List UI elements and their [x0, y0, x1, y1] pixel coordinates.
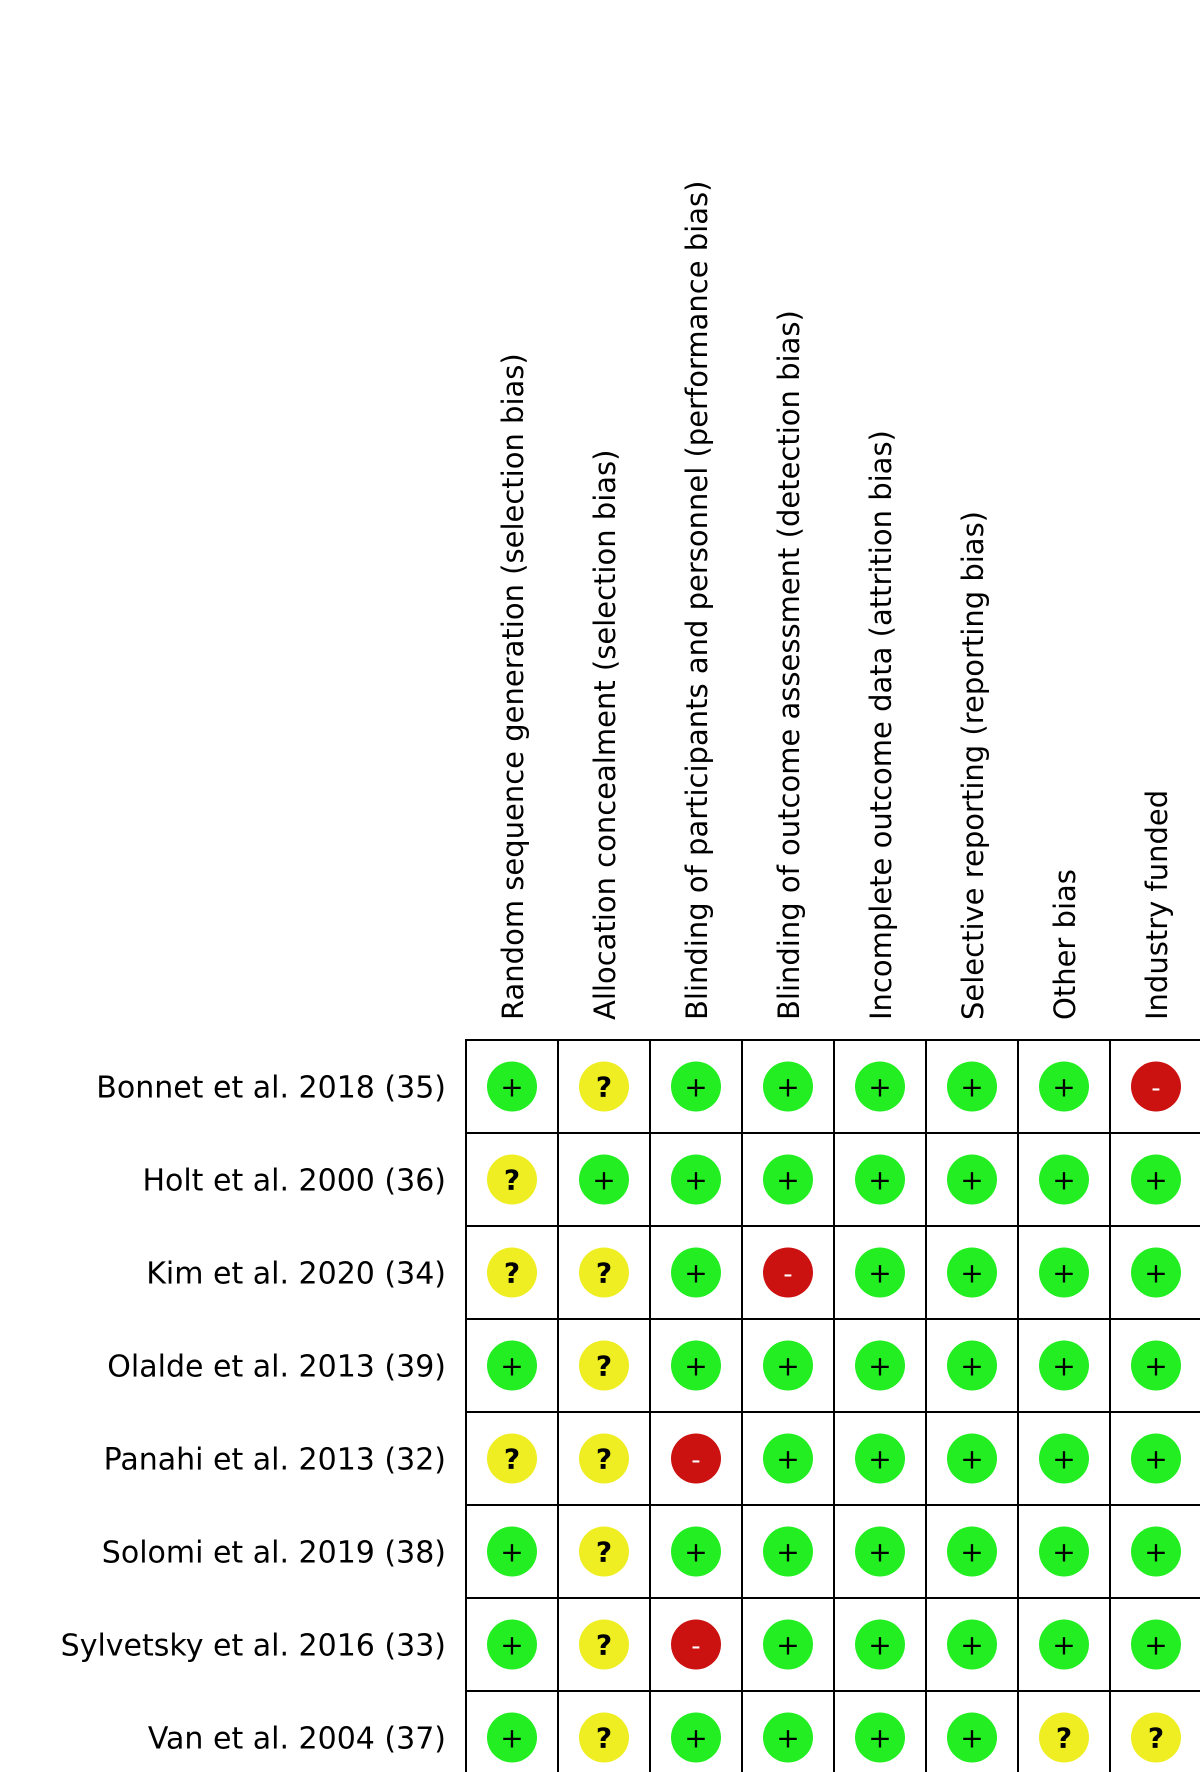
- low-risk-mark: [763, 1713, 813, 1763]
- svg-text:-: -: [691, 1631, 701, 1662]
- low-risk-mark: [947, 1155, 997, 1205]
- row-labels: [61, 1071, 446, 1757]
- svg-text:+: +: [960, 1070, 984, 1104]
- high-risk-mark: [763, 1248, 813, 1298]
- svg-text:+: +: [776, 1163, 800, 1197]
- svg-text:+: +: [868, 1535, 892, 1569]
- svg-text:+: +: [960, 1628, 984, 1662]
- row-label: Kim et al. 2020 (34): [146, 1256, 446, 1292]
- low-risk-mark: [671, 1062, 721, 1112]
- low-risk-mark: [855, 1620, 905, 1670]
- svg-text:+: +: [500, 1349, 524, 1383]
- low-risk-mark: [487, 1620, 537, 1670]
- svg-text:+: +: [1052, 1163, 1076, 1197]
- row-label: Solomi et al. 2019 (38): [101, 1535, 446, 1571]
- svg-text:+: +: [868, 1721, 892, 1755]
- svg-text:+: +: [500, 1070, 524, 1104]
- svg-text:+: +: [776, 1070, 800, 1104]
- low-risk-mark: [1131, 1527, 1181, 1577]
- low-risk-mark: [763, 1620, 813, 1670]
- svg-text:+: +: [1144, 1628, 1168, 1662]
- svg-text:+: +: [960, 1349, 984, 1383]
- svg-text:+: +: [684, 1256, 708, 1290]
- unclear-risk-mark: [579, 1341, 629, 1391]
- low-risk-mark: [855, 1248, 905, 1298]
- low-risk-mark: [671, 1713, 721, 1763]
- low-risk-mark: [855, 1434, 905, 1484]
- svg-text:+: +: [868, 1163, 892, 1197]
- column-header: Incomplete outcome data (attrition bias): [864, 430, 898, 1020]
- column-header: Selective reporting (reporting bias): [956, 511, 990, 1020]
- high-risk-mark: [1131, 1062, 1181, 1112]
- low-risk-mark: [671, 1527, 721, 1577]
- svg-text:+: +: [960, 1721, 984, 1755]
- svg-text:+: +: [500, 1535, 524, 1569]
- svg-text:-: -: [1151, 1073, 1161, 1104]
- column-header: Random sequence generation (selection bias): [496, 353, 530, 1020]
- svg-text:+: +: [1052, 1349, 1076, 1383]
- svg-text:+: +: [776, 1349, 800, 1383]
- rating-grid: [466, 1040, 1200, 1772]
- low-risk-mark: [487, 1062, 537, 1112]
- low-risk-mark: [947, 1341, 997, 1391]
- low-risk-mark: [1131, 1434, 1181, 1484]
- svg-text:?: ?: [1147, 1721, 1165, 1755]
- low-risk-mark: [487, 1341, 537, 1391]
- column-header: Blinding of participants and personnel (performance bias): [680, 180, 714, 1020]
- svg-text:+: +: [960, 1535, 984, 1569]
- svg-text:?: ?: [595, 1535, 613, 1569]
- svg-text:+: +: [776, 1535, 800, 1569]
- svg-text:+: +: [1144, 1256, 1168, 1290]
- svg-text:+: +: [1052, 1535, 1076, 1569]
- unclear-risk-mark: [1039, 1713, 1089, 1763]
- svg-text:+: +: [776, 1442, 800, 1476]
- svg-text:+: +: [776, 1721, 800, 1755]
- svg-text:+: +: [684, 1349, 708, 1383]
- unclear-risk-mark: [1131, 1713, 1181, 1763]
- low-risk-mark: [855, 1341, 905, 1391]
- svg-text:+: +: [592, 1163, 616, 1197]
- low-risk-mark: [947, 1248, 997, 1298]
- svg-text:+: +: [684, 1721, 708, 1755]
- row-label: Panahi et al. 2013 (32): [103, 1442, 446, 1478]
- low-risk-mark: [855, 1155, 905, 1205]
- unclear-risk-mark: [579, 1620, 629, 1670]
- svg-text:+: +: [868, 1256, 892, 1290]
- low-risk-mark: [1039, 1434, 1089, 1484]
- svg-text:?: ?: [595, 1721, 613, 1755]
- low-risk-mark: [763, 1434, 813, 1484]
- svg-text:+: +: [684, 1163, 708, 1197]
- svg-text:+: +: [960, 1163, 984, 1197]
- low-risk-mark: [487, 1527, 537, 1577]
- svg-text:?: ?: [595, 1628, 613, 1662]
- low-risk-mark: [487, 1713, 537, 1763]
- low-risk-mark: [1039, 1155, 1089, 1205]
- row-label: Bonnet et al. 2018 (35): [96, 1070, 446, 1106]
- svg-text:+: +: [1144, 1535, 1168, 1569]
- low-risk-mark: [1039, 1248, 1089, 1298]
- low-risk-mark: [947, 1620, 997, 1670]
- low-risk-mark: [947, 1713, 997, 1763]
- svg-text:?: ?: [503, 1442, 521, 1476]
- svg-text:+: +: [868, 1442, 892, 1476]
- svg-text:?: ?: [595, 1256, 613, 1290]
- low-risk-mark: [763, 1062, 813, 1112]
- svg-text:?: ?: [595, 1070, 613, 1104]
- svg-text:+: +: [960, 1256, 984, 1290]
- row-label: Sylvetsky et al. 2016 (33): [60, 1628, 446, 1664]
- svg-text:?: ?: [595, 1442, 613, 1476]
- low-risk-mark: [1039, 1341, 1089, 1391]
- row-label: Olalde et al. 2013 (39): [107, 1349, 446, 1385]
- column-header: Other bias: [1048, 869, 1082, 1020]
- low-risk-mark: [855, 1062, 905, 1112]
- column-header: Blinding of outcome assessment (detection bias): [772, 310, 806, 1020]
- unclear-risk-mark: [579, 1248, 629, 1298]
- svg-text:?: ?: [503, 1256, 521, 1290]
- high-risk-mark: [671, 1620, 721, 1670]
- svg-text:+: +: [1052, 1442, 1076, 1476]
- svg-text:?: ?: [1055, 1721, 1073, 1755]
- unclear-risk-mark: [487, 1248, 537, 1298]
- high-risk-mark: [671, 1434, 721, 1484]
- svg-text:+: +: [1052, 1256, 1076, 1290]
- svg-text:+: +: [1144, 1349, 1168, 1383]
- low-risk-mark: [1131, 1341, 1181, 1391]
- svg-text:+: +: [1144, 1442, 1168, 1476]
- low-risk-mark: [947, 1434, 997, 1484]
- low-risk-mark: [671, 1248, 721, 1298]
- low-risk-mark: [763, 1155, 813, 1205]
- unclear-risk-mark: [579, 1527, 629, 1577]
- low-risk-mark: [1039, 1527, 1089, 1577]
- svg-text:-: -: [783, 1259, 793, 1290]
- svg-text:+: +: [1144, 1163, 1168, 1197]
- svg-text:?: ?: [595, 1349, 613, 1383]
- unclear-risk-mark: [579, 1062, 629, 1112]
- low-risk-mark: [947, 1527, 997, 1577]
- svg-text:+: +: [868, 1070, 892, 1104]
- column-header: Allocation concealment (selection bias): [588, 449, 622, 1020]
- svg-text:+: +: [684, 1535, 708, 1569]
- svg-text:+: +: [500, 1628, 524, 1662]
- svg-text:+: +: [960, 1442, 984, 1476]
- unclear-risk-mark: [487, 1155, 537, 1205]
- low-risk-mark: [763, 1527, 813, 1577]
- low-risk-mark: [1131, 1155, 1181, 1205]
- svg-text:+: +: [776, 1628, 800, 1662]
- svg-text:+: +: [868, 1349, 892, 1383]
- svg-text:?: ?: [503, 1163, 521, 1197]
- unclear-risk-mark: [579, 1713, 629, 1763]
- svg-text:+: +: [1052, 1628, 1076, 1662]
- svg-text:+: +: [868, 1628, 892, 1662]
- low-risk-mark: [1131, 1248, 1181, 1298]
- low-risk-mark: [671, 1341, 721, 1391]
- low-risk-mark: [1039, 1620, 1089, 1670]
- svg-text:-: -: [691, 1445, 701, 1476]
- row-label: Holt et al. 2000 (36): [142, 1163, 446, 1199]
- low-risk-mark: [1039, 1062, 1089, 1112]
- unclear-risk-mark: [487, 1434, 537, 1484]
- column-headers: [496, 181, 1174, 1020]
- column-header: Industry funded: [1140, 789, 1174, 1020]
- unclear-risk-mark: [579, 1434, 629, 1484]
- low-risk-mark: [855, 1713, 905, 1763]
- low-risk-mark: [579, 1155, 629, 1205]
- svg-text:+: +: [500, 1721, 524, 1755]
- low-risk-mark: [671, 1155, 721, 1205]
- low-risk-mark: [1131, 1620, 1181, 1670]
- svg-text:+: +: [684, 1070, 708, 1104]
- svg-text:+: +: [1052, 1070, 1076, 1104]
- low-risk-mark: [763, 1341, 813, 1391]
- row-label: Van et al. 2004 (37): [147, 1721, 446, 1757]
- low-risk-mark: [855, 1527, 905, 1577]
- low-risk-mark: [947, 1062, 997, 1112]
